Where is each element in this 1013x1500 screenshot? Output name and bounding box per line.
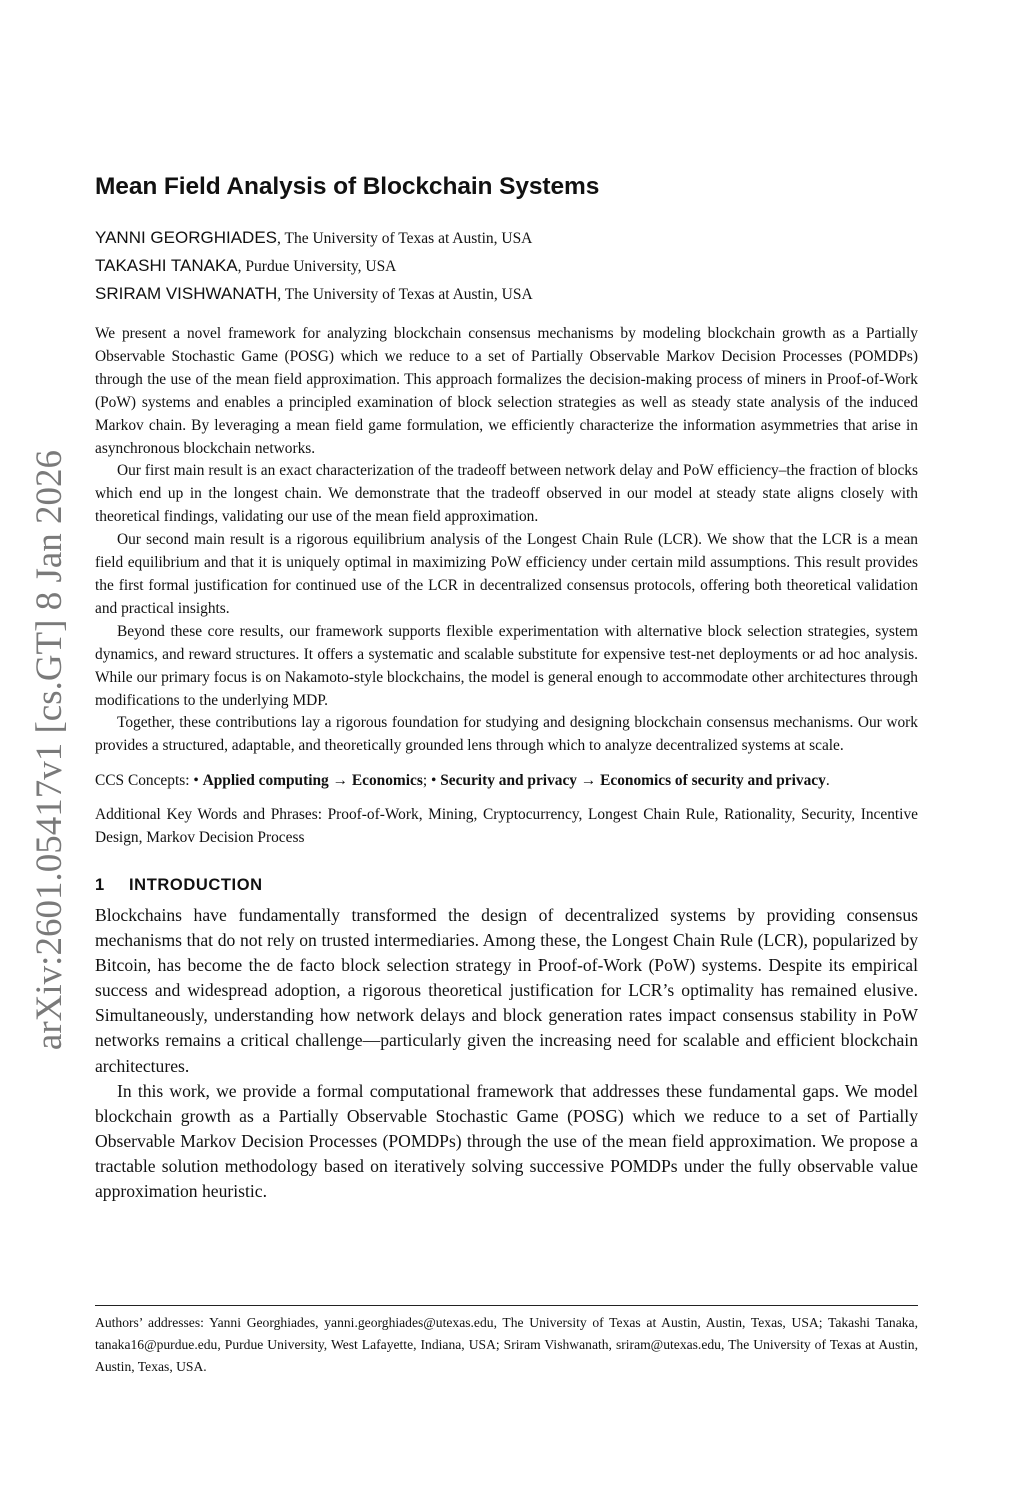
- abstract-paragraph: We present a novel framework for analyzing blockchain consensus mechanisms by modeling blockchain growth as a Partially Observable Stochastic Game (POSG) which we reduce to a set of Partially Observable Markov Decision Processes (POMDPs) through the use of the mean field approximation. This approach formalizes the decision-making process of miners in Proof-of-Work (PoW) systems and enables a principled examination of block selection strategies as well as steady state analysis of the induced Markov chain. By leveraging a mean field game formulation, we efficiently characterize the information asymmetries that arise in asynchronous blockchain networks.: [95, 325, 918, 457]
- keywords: Additional Key Words and Phrases: Proof-of-Work, Mining, Cryptocurrency, Longest Chain Rule, Rationality, Security, Incentive Design, Markov Decision Process: [95, 806, 918, 847]
- bullet-icon: •: [430, 772, 441, 790]
- section-body: [95, 903, 918, 1204]
- author-entry: YANNI GEORGHIADES, The University of Texas at Austin, USA: [95, 228, 533, 247]
- abstract-paragraph: Together, these contributions lay a rigorous foundation for studying and designing blockchain consensus mechanisms. Our work provides a structured, adaptable, and theoretically grounded lens through which to analyze decentralized systems at scale.: [95, 714, 918, 755]
- paper-title: Mean Field Analysis of Blockchain Systems: [95, 173, 600, 200]
- bullet-icon: •: [193, 772, 203, 790]
- ccs-subconcept: Economics: [351, 772, 423, 790]
- abstract-paragraph: Beyond these core results, our framework supports flexible experimentation with alternative block selection strategies, system dynamics, and reward structures. It offers a systematic and scalable substitute for expensive test-net deployments or ad hoc analysis. While our primary focus is on Nakamoto-style blockchains, the model is general enough to accommodate other architectures through modifications to the underlying MDP.: [95, 622, 918, 709]
- author-entry: SRIRAM VISHWANATH, The University of Texas at Austin, USA: [95, 284, 533, 303]
- author-list: [95, 224, 918, 308]
- body-paragraph: Blockchains have fundamentally transformed the design of decentralized systems by providing consensus mechanisms that do not rely on trusted intermediaries. Among these, the Longest Chain Rule (LCR), popularized by Bitcoin, has become the de facto block selection strategy in Proof-of-Work (PoW) systems. Despite its empirical success and widespread adoption, a rigorous theoretical justification for LCR’s optimality has remained elusive. Simultaneously, understanding how network delays and block generation rates impact consensus stability in PoW networks remains a critical challenge—particularly given the increasing need for scalable and efficient blockchain architectures.: [95, 904, 918, 1076]
- abstract-paragraph: Our first main result is an exact characterization of the tradeoff between network delay and PoW efficiency–the fraction of blocks which end up in the longest chain. We demonstrate that the tradeoff observed in our model at steady state aligns closely with theoretical findings, validating our use of the mean field approximation.: [95, 462, 918, 526]
- section-title: INTRODUCTION: [129, 875, 263, 894]
- body-paragraph: In this work, we provide a formal computational framework that addresses these fundamental gaps. We model blockchain growth as a Partially Observable Stochastic Game (POSG) which we reduce to a set of Partially Observable Markov Decision Processes (POMDPs) through the use of the mean field approximation. We propose a tractable solution methodology based on iteratively solving successive POMDPs under the fully observable value approximation heuristic.: [95, 1080, 918, 1201]
- author-affiliation: The University of Texas at Austin, USA: [284, 230, 533, 247]
- arrow-icon: →: [328, 772, 352, 790]
- arrow-icon: →: [577, 772, 601, 790]
- ccs-concept: Security and privacy: [440, 772, 577, 790]
- ccs-concepts: [95, 770, 918, 793]
- author-name: TAKASHI TANAKA: [95, 256, 238, 275]
- abstract: [95, 323, 918, 758]
- ccs-subconcept: Economics of security and privacy: [600, 772, 826, 790]
- author-affiliation: Purdue University, USA: [245, 258, 397, 275]
- author-name: YANNI GEORGHIADES: [95, 228, 277, 247]
- ccs-label: CCS Concepts:: [95, 772, 194, 790]
- author-affiliation: The University of Texas at Austin, USA: [284, 286, 533, 303]
- footnote-authors-addresses: Authors’ addresses: Yanni Georghiades, yanni.georghiades@utexas.edu, The University of Texas at Austin, Austin, Texas, USA; Takashi Tanaka, tanaka16@purdue.edu, Purdue University, West Lafayette, Indiana, USA; Sriram Vishwanath, sriram@utexas.edu, The University of Texas at Austin, Austin, Texas, USA.: [95, 1305, 918, 1378]
- author-entry: TAKASHI TANAKA, Purdue University, USA: [95, 256, 397, 275]
- ccs-end: .: [825, 772, 830, 790]
- section-heading: [95, 874, 918, 896]
- ccs-separator: ;: [422, 772, 431, 790]
- author-name: SRIRAM VISHWANATH: [95, 284, 278, 303]
- ccs-concept: Applied computing: [202, 772, 329, 790]
- section-number: 1: [95, 875, 105, 894]
- paper-page: [95, 168, 918, 1204]
- abstract-paragraph: Our second main result is a rigorous equilibrium analysis of the Longest Chain Rule (LCR). We show that the LCR is a mean field equilibrium and that it is uniquely optimal in maximizing PoW efficiency under certain mild assumptions. This result provides the first formal justification for continued use of the LCR in decentralized consensus protocols, offering both theoretical validation and practical insights.: [95, 531, 918, 617]
- arxiv-stamp: arXiv:2601.05417v1 [cs.GT] 8 Jan 2026: [29, 449, 70, 1051]
